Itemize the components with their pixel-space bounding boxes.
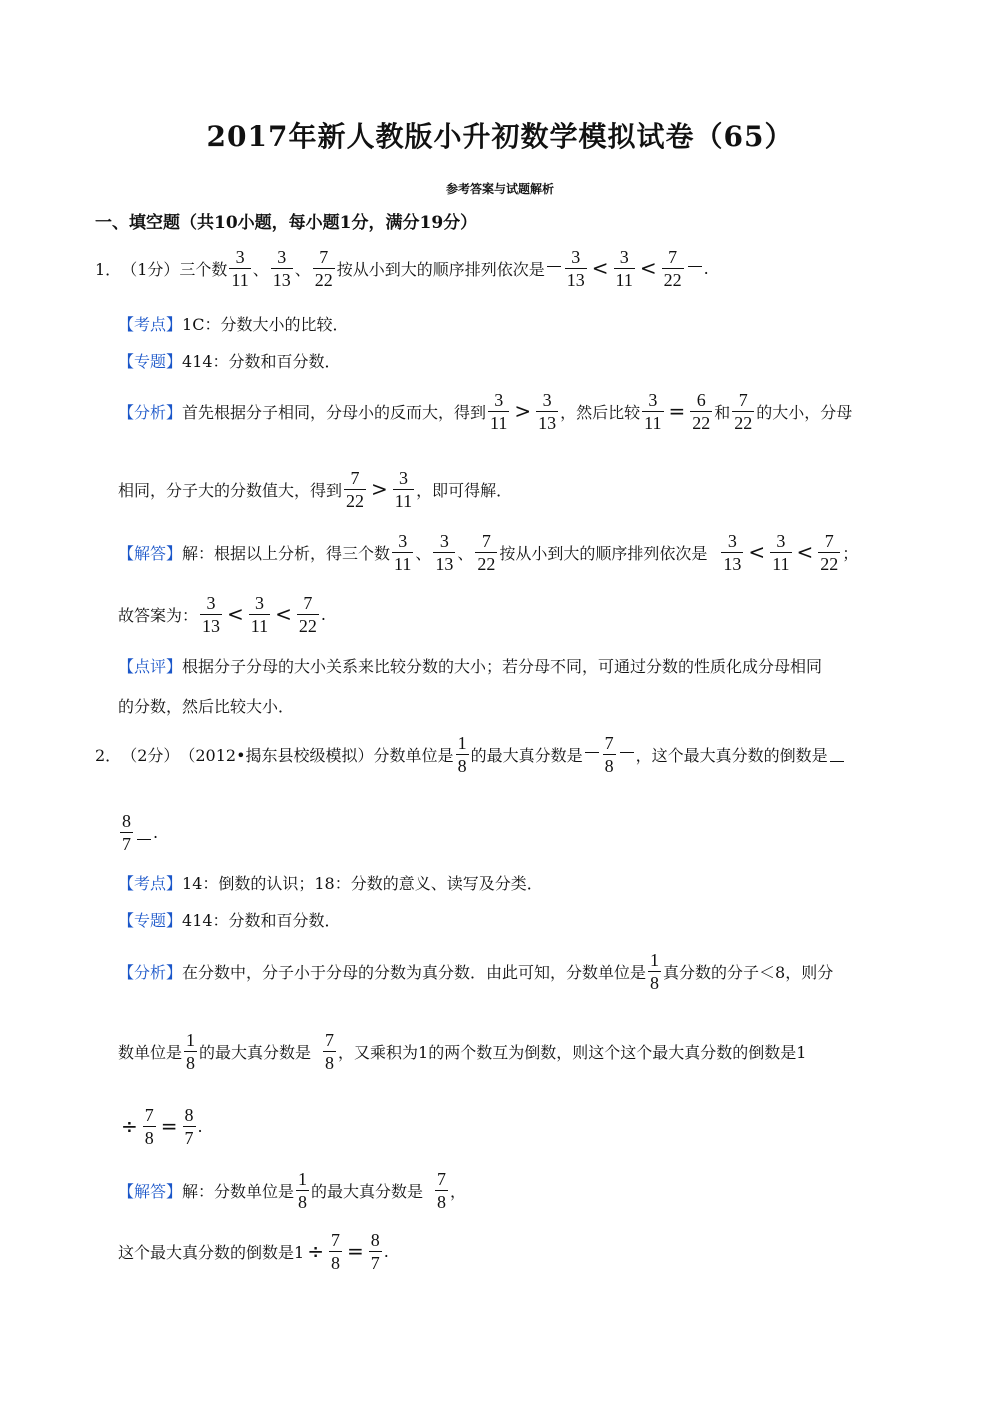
- comment-text: 的分数，然后比较大小．: [118, 696, 295, 716]
- numerator: 6: [696, 389, 706, 410]
- numerator: 3: [619, 246, 629, 267]
- fraction: [475, 532, 497, 573]
- numerator: 1: [457, 732, 467, 753]
- denominator: 13: [435, 553, 454, 574]
- less-than-sign: <: [227, 602, 244, 626]
- denominator: 11: [231, 269, 249, 290]
- question-text: 的最大真分数是: [470, 745, 583, 765]
- denominator: 22: [734, 412, 753, 433]
- fraction: [271, 248, 293, 289]
- solution-text: ；: [842, 543, 859, 563]
- analysis-text: ，即可得解．: [416, 480, 513, 500]
- divide-sign: ÷: [121, 1114, 138, 1138]
- solution-text: 的最大真分数是: [311, 1181, 424, 1201]
- fraction: [249, 594, 270, 635]
- fraction: [143, 1106, 156, 1147]
- denominator: 13: [723, 553, 742, 574]
- tag-label: 【分析】: [118, 962, 183, 982]
- fraction: [229, 248, 250, 289]
- numerator: 7: [604, 732, 614, 753]
- equals-sign: =: [346, 1239, 364, 1263]
- denominator: 8: [298, 1191, 308, 1212]
- fraction: [721, 532, 743, 573]
- question-2-jieda-line2: [118, 1221, 389, 1281]
- less-than-sign: <: [796, 540, 814, 564]
- answer-blank-start: [830, 760, 844, 762]
- denominator: 13: [566, 269, 585, 290]
- denominator: 8: [330, 1252, 340, 1273]
- question-1-score: （1分）: [121, 259, 180, 279]
- tag-label: 【考点】: [118, 873, 183, 893]
- fraction: [296, 1170, 309, 1211]
- less-than-sign: <: [275, 602, 292, 626]
- fraction: [732, 391, 754, 432]
- question-text: 按从小到大的顺序排列依次是: [336, 259, 545, 279]
- numerator: 7: [144, 1104, 154, 1125]
- fraction: [488, 391, 509, 432]
- denominator: 8: [604, 755, 614, 776]
- denominator: 8: [186, 1052, 196, 1073]
- section-heading: 一、填空题（共10小题，每小题1分，满分19分）: [95, 212, 478, 233]
- denominator: 22: [314, 269, 333, 290]
- denominator: 13: [202, 615, 221, 636]
- analysis-text: 数单位是: [118, 1042, 183, 1062]
- analysis-text: 在分数中，分子小于分母的分数为真分数．由此可知，分数单位是: [182, 962, 647, 982]
- question-1-number: 1．: [95, 259, 122, 279]
- fraction: [393, 469, 414, 510]
- period: .: [320, 604, 326, 624]
- period: .: [383, 1241, 389, 1261]
- analysis-text: ，然后比较: [560, 402, 641, 422]
- fraction: [770, 532, 791, 573]
- denominator: 22: [820, 553, 839, 574]
- denominator: 11: [394, 553, 412, 574]
- fraction: [818, 532, 840, 573]
- denominator: 22: [477, 553, 496, 574]
- answer-blank: [545, 248, 704, 289]
- numerator: 3: [398, 467, 408, 488]
- question-2-fenxi-line1: [118, 941, 833, 1001]
- fraction: [313, 248, 335, 289]
- numerator: 3: [206, 592, 216, 613]
- zhuanti-text: 414：分数和百分数．: [182, 351, 341, 371]
- zhuanti-text: 414：分数和百分数．: [182, 910, 341, 930]
- fraction: [435, 1170, 448, 1211]
- denominator: 22: [663, 269, 682, 290]
- fraction: [456, 734, 469, 775]
- numerator: 7: [350, 467, 360, 488]
- solution-text: 解：根据以上分析，得三个数: [182, 543, 391, 563]
- numerator: 3: [277, 246, 287, 267]
- denominator: 11: [394, 490, 413, 511]
- solution-text: 这个最大真分数的倒数是1: [118, 1242, 305, 1262]
- denominator: 13: [538, 412, 557, 433]
- fraction: [392, 532, 413, 573]
- denominator: 7: [184, 1127, 194, 1148]
- question-text: 分数单位是: [373, 745, 454, 765]
- question-1-stem: [95, 238, 709, 298]
- numerator: 3: [439, 530, 449, 551]
- tag-label: 【专题】: [118, 910, 183, 930]
- fraction: [433, 532, 455, 573]
- denominator: 22: [692, 412, 711, 433]
- denominator: 11: [644, 412, 662, 433]
- solution-text: 故答案为：: [118, 605, 199, 625]
- question-1-fenxi-line1: [118, 381, 852, 441]
- question-2-jieda-line1: [118, 1160, 466, 1220]
- numerator: 7: [437, 1168, 447, 1189]
- denominator: 8: [457, 755, 467, 776]
- numerator: 7: [481, 530, 491, 551]
- tag-label: 【点评】: [118, 656, 183, 676]
- page-subtitle: 参考答案与试题解析: [445, 182, 554, 196]
- question-text: 三个数: [179, 259, 228, 279]
- question-2-fenxi-line2: [118, 1021, 806, 1081]
- kaodian-text: 1C：分数大小的比较．: [182, 314, 349, 334]
- numerator: 7: [738, 389, 748, 410]
- separator: 、: [294, 259, 311, 279]
- period: .: [153, 822, 159, 842]
- separator: 、: [457, 543, 474, 563]
- question-text: ，这个最大真分数的倒数是: [635, 745, 828, 765]
- less-than-sign: <: [748, 540, 766, 564]
- denominator: 7: [370, 1252, 380, 1273]
- denominator: 11: [250, 615, 269, 636]
- question-2-fenxi-line3: [118, 1096, 203, 1156]
- question-2-source: （2012•揭东县校级模拟）: [179, 745, 374, 765]
- period: .: [197, 1116, 203, 1136]
- numerator: 3: [648, 389, 658, 410]
- fraction: [648, 951, 661, 992]
- numerator: 1: [186, 1029, 196, 1050]
- analysis-text: ，又乘积为1的两个数互为倒数，则这个这个最大真分数的倒数是1: [338, 1042, 807, 1062]
- denominator: 11: [615, 269, 633, 290]
- numerator: 7: [824, 530, 834, 551]
- numerator: 7: [668, 246, 678, 267]
- numerator: 8: [370, 1229, 380, 1250]
- numerator: 1: [298, 1168, 308, 1189]
- fraction: [369, 1231, 382, 1272]
- page-title: 2017年新人教版小升初数学模拟试卷（65）: [206, 120, 794, 153]
- fraction: [120, 812, 133, 853]
- denominator: 8: [437, 1191, 447, 1212]
- denominator: 8: [650, 972, 660, 993]
- numerator: 8: [184, 1104, 194, 1125]
- less-than-sign: <: [591, 256, 609, 280]
- denominator: 7: [122, 833, 131, 854]
- analysis-text: 真分数的分子＜8，则分: [663, 962, 834, 982]
- numerator: 8: [122, 810, 131, 831]
- period: .: [703, 258, 709, 278]
- numerator: 3: [494, 389, 504, 410]
- answer-blank-end: [137, 838, 151, 840]
- numerator: 7: [330, 1229, 340, 1250]
- fraction: [642, 391, 663, 432]
- tag-label: 【考点】: [118, 314, 183, 334]
- numerator: 7: [303, 592, 313, 613]
- fraction: [200, 594, 222, 635]
- solution-text: 解：分数单位是: [182, 1181, 295, 1201]
- fraction: [662, 248, 684, 289]
- analysis-text: 相同，分子大的分数值大，得到: [118, 480, 343, 500]
- tag-label: 【解答】: [118, 1181, 183, 1201]
- fraction: [183, 1106, 196, 1147]
- analysis-text: 的大小，分母: [756, 402, 853, 422]
- numerator: 3: [542, 389, 552, 410]
- comment-text: 根据分子分母的大小关系来比较分数的大小；若分母不同，可通过分数的性质化成分母相同: [182, 656, 823, 676]
- separator: 、: [252, 259, 269, 279]
- question-2-stem: [95, 724, 846, 784]
- denominator: 11: [772, 553, 790, 574]
- separator: 、: [415, 543, 432, 563]
- tag-label: 【解答】: [118, 543, 183, 563]
- solution-text: 按从小到大的顺序排列依次是: [499, 543, 708, 563]
- question-1-jieda-line1: [118, 522, 858, 582]
- solution-text: ，: [450, 1181, 467, 1201]
- numerator: 3: [398, 530, 408, 551]
- greater-than-sign: >: [514, 399, 532, 423]
- divide-sign: ÷: [307, 1239, 324, 1263]
- fraction: [603, 734, 616, 775]
- denominator: 13: [272, 269, 291, 290]
- fraction: [323, 1031, 336, 1072]
- greater-than-sign: >: [371, 477, 388, 501]
- numerator: 7: [325, 1029, 335, 1050]
- fraction: [614, 248, 635, 289]
- fraction: [329, 1231, 342, 1272]
- denominator: 22: [298, 615, 317, 636]
- fraction: [690, 391, 712, 432]
- equals-sign: =: [160, 1114, 178, 1138]
- fraction: [297, 594, 319, 635]
- fraction: [536, 391, 558, 432]
- fraction: [344, 469, 366, 510]
- fraction: [565, 248, 587, 289]
- numerator: 7: [319, 246, 329, 267]
- tag-label: 【专题】: [118, 351, 183, 371]
- kaodian-text: 14：倒数的认识；18：分数的意义、读写及分类．: [182, 873, 543, 893]
- numerator: 1: [650, 949, 660, 970]
- equals-sign: =: [668, 399, 686, 423]
- denominator: 8: [144, 1127, 154, 1148]
- denominator: 11: [490, 412, 508, 433]
- fraction: [184, 1031, 197, 1072]
- tag-label: 【分析】: [118, 402, 183, 422]
- question-2-score: （2分）: [121, 745, 180, 765]
- denominator: 22: [346, 490, 365, 511]
- question-1-fenxi-line2: [118, 459, 512, 519]
- question-2-number: 2．: [95, 745, 122, 765]
- numerator: 3: [727, 530, 737, 551]
- numerator: 3: [776, 530, 786, 551]
- numerator: 3: [571, 246, 581, 267]
- less-than-sign: <: [639, 256, 657, 280]
- analysis-text: 首先根据分子相同，分母小的反而大，得到: [182, 402, 487, 422]
- analysis-text: 和: [714, 402, 731, 422]
- numerator: 3: [254, 592, 264, 613]
- analysis-text: 的最大真分数是: [199, 1042, 312, 1062]
- denominator: 8: [325, 1052, 335, 1073]
- answer-blank: [583, 734, 636, 775]
- numerator: 3: [235, 246, 245, 267]
- question-2-zhuanti: [118, 889, 341, 949]
